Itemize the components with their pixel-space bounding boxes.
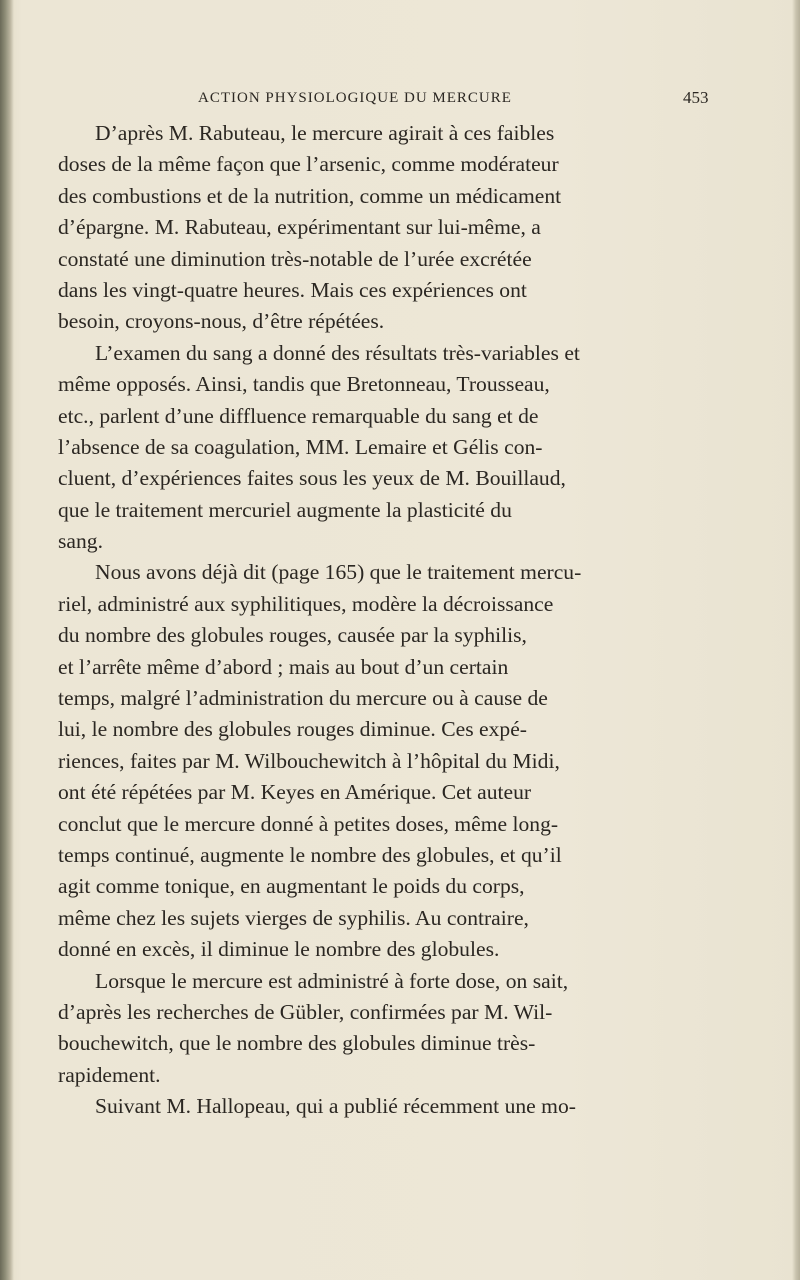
text-line: cluent, d’expériences faites sous les yeux de M. Bouillaud, [58, 466, 566, 491]
text-line: du nombre des globules rouges, causée par la syphilis, [58, 623, 527, 648]
text-line: L’examen du sang a donné des résultats très-variables et [95, 340, 580, 365]
page-number: 453 [683, 88, 709, 107]
text-line: besoin, croyons-nous, d’être répétées. [58, 309, 385, 334]
text-line: riences, faites par M. Wilbouchewitch à l’hôpital du Midi, [58, 748, 560, 773]
text-line: même opposés. Ainsi, tandis que Bretonneau, Trousseau, [58, 372, 550, 397]
text-line: donné en excès, il diminue le nombre des globules. [58, 937, 500, 962]
text-line: D’après M. Rabuteau, le mercure agirait à ces faibles [95, 121, 555, 145]
text-line: temps, malgré l’administration du mercure ou à cause de [58, 686, 548, 711]
text-line: dans les vingt-quatre heures. Mais ces expériences ont [58, 277, 527, 302]
text-line: temps continué, augmente le nombre des globules, et qu’il [58, 842, 562, 867]
text-line: même chez les sujets vierges de syphilis. Au contraire, [58, 905, 529, 930]
text-line: et l’arrête même d’abord ; mais au bout d’un certain [58, 654, 509, 679]
running-head [58, 90, 758, 114]
running-head-title: ACTION PHYSIOLOGIQUE DU MERCURE [198, 90, 512, 106]
text-line: lui, le nombre des globules rouges diminue. Ces expé- [58, 717, 527, 742]
text-line: doses de la même façon que l’arsenic, comme modérateur [58, 152, 559, 177]
text-line: l’absence de sa coagulation, MM. Lemaire et Gélis con- [58, 434, 543, 459]
text-line: etc., parlent d’une diffluence remarquable du sang et de [58, 403, 539, 428]
body-text [58, 118, 658, 1123]
text-line: d’après les recherches de Gübler, confirmées par M. Wil- [58, 999, 553, 1024]
text-line: sang. [58, 529, 103, 554]
text-line: bouchewitch, que le nombre des globules diminue très- [58, 1031, 536, 1056]
text-line: des combustions et de la nutrition, comme un médicament [58, 183, 562, 208]
text-line: ont été répétées par M. Keyes en Amérique. Cet auteur [58, 780, 532, 805]
text-line: Suivant M. Hallopeau, qui a publié récemment une mo- [95, 1094, 576, 1119]
text-line: agit comme tonique, en augmentant le poids du corps, [58, 874, 525, 899]
text-line: Lorsque le mercure est administré à forte dose, on sait, [95, 968, 569, 993]
page-edge-shadow [792, 0, 800, 1280]
text-line: conclut que le mercure donné à petites doses, même long- [58, 811, 559, 836]
page-gutter-shadow [0, 0, 14, 1280]
text-line: que le traitement mercuriel augmente la plasticité du [58, 497, 512, 522]
text-line: Nous avons déjà dit (page 165) que le traitement mercu- [95, 560, 582, 585]
text-line: d’épargne. M. Rabuteau, expérimentant sur lui-même, a [58, 215, 541, 240]
text-line: rapidement. [58, 1062, 161, 1087]
text-line: constaté une diminution très-notable de l’urée excrétée [58, 246, 532, 271]
text-line: riel, administré aux syphilitiques, modère la décroissance [58, 591, 554, 616]
